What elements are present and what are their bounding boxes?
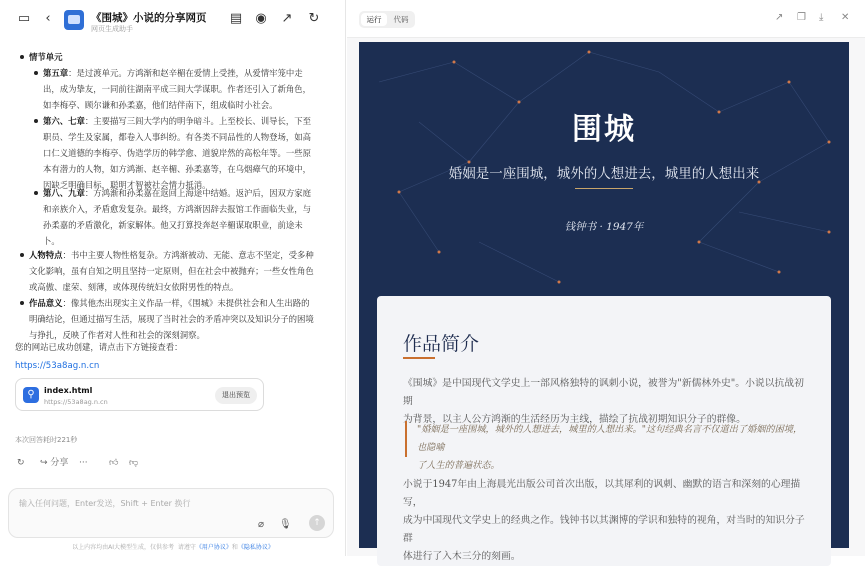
intro-paragraph: 《围城》是中国现代文学史上一部风格独特的讽刺小说，被誉为"新儒林外史"。小说以抗战初期 为背景，以主人公方鸿渐的生活经历为主线，描绘了抗战初期知识分子的群像。 bbox=[403, 378, 804, 425]
more-icon[interactable]: ··· bbox=[79, 458, 88, 468]
sidebar-toggle-icon[interactable]: ▭ bbox=[17, 11, 31, 26]
app-logo bbox=[64, 10, 84, 30]
intro-paragraph: 小说于1947年由上海晨光出版公司首次出版，以其犀利的讽刺、幽默的语言和深刻的心理描写， 成为中国现代文学史上的经典之作。钱钟书以其渊博的学识和独特的视角，对当时的知识分子群 体进行了入木三分的刻画。 bbox=[403, 479, 805, 562]
chat-header bbox=[0, 0, 346, 38]
hero-author: 钱钟书 · 1947年 bbox=[564, 221, 644, 233]
bullet-icon bbox=[20, 253, 24, 257]
character-line: 文化影响，虽有自知之明且坚持一定原则，但在社会中被抛弃；一些女性角色 bbox=[29, 266, 314, 276]
regenerate-icon[interactable]: ↻ bbox=[17, 458, 25, 468]
bullet-icon bbox=[34, 71, 38, 75]
exit-preview-button[interactable]: 退出预览 bbox=[215, 387, 257, 404]
preview-panel bbox=[347, 0, 865, 562]
chapter-67-line: 第六、七章：主要描写三闾大学内的明争暗斗。上至校长、训导长，下至 bbox=[43, 116, 311, 126]
chapter-89-line: 和亲族介入，矛盾愈发复杂。最终，方鸿渐因辞去报馆工作面临失业，与 bbox=[43, 204, 311, 214]
thumbs-down-icon[interactable]: 👎︎ bbox=[129, 458, 139, 468]
tab-code[interactable]: 代码 bbox=[393, 15, 409, 24]
user-agreement-link[interactable]: 《用户协议》 bbox=[195, 544, 232, 551]
bullet-icon bbox=[34, 119, 38, 123]
file-url: https://53a8ag.n.cn bbox=[44, 398, 108, 406]
file-card[interactable] bbox=[15, 378, 264, 411]
intro-quote: "婚姻是一座围城，城外的人想进去，城里的人想出来。"这句经典名言不仅道出了婚姻的困境，也隐喻 了人生的普遍状态。 bbox=[405, 421, 807, 457]
document-icon[interactable]: ▤ bbox=[229, 11, 243, 26]
share-action[interactable]: ↪ 分享 bbox=[40, 458, 69, 468]
chat-panel bbox=[0, 0, 346, 556]
heading-underline bbox=[403, 357, 435, 359]
chapter-89-line: 孙柔嘉的矛盾激化，新家解体。他又打算投奔赵辛楣谋取职业，前途未 bbox=[43, 220, 303, 230]
copy-icon[interactable]: ❐ bbox=[797, 12, 806, 23]
download-icon[interactable]: ⤓ bbox=[819, 12, 824, 23]
chapter-67-line: 口仁义道德的李梅亭、伪造学历的韩学愈、道貌岸然的高松年等。一些原 bbox=[43, 148, 311, 158]
done-text: 您的网站已成功创建，请点击下方链接查看： bbox=[15, 342, 183, 352]
close-icon[interactable]: ✕ bbox=[841, 12, 850, 23]
chapter-5-line: 出，成为挚友，一同前往湖南平成三闾大学谋职。作者还引入了新角色， bbox=[43, 84, 311, 94]
chapter-67-line: 职员、学生及家属，都卷入人事纠纷。有各类不同品性的人物登场，如高 bbox=[43, 132, 311, 142]
link-icon: ⚲ bbox=[23, 387, 39, 403]
significance-line: 明确结论，但通过描写生活，展现了当时社会的矛盾冲突以及知识分子的困境 bbox=[29, 314, 314, 324]
chapter-67-line: 因缺乏明确目标，聪明才智被社会情力抵消。 bbox=[43, 180, 211, 190]
location-icon[interactable]: ◉ bbox=[255, 11, 267, 26]
bullet-icon bbox=[34, 191, 38, 195]
site-link[interactable]: https://53a8ag.n.cn bbox=[15, 361, 100, 371]
share-icon[interactable]: ↗ bbox=[281, 11, 293, 26]
chapter-67-line: 本有潜力的人物，如方鸿渐、赵辛楣、孙柔嘉等，在乌烟瘴气的环境中， bbox=[43, 164, 311, 174]
character-line: 人物特点：书中主要人物性格复杂。方鸿渐被动、无能、意志不坚定，受多种 bbox=[29, 250, 314, 260]
preview-toolbar bbox=[347, 0, 865, 38]
chapter-89-line: 第八、九章：方鸿渐和孙柔嘉在返回上海途中结婚。返沪后，因双方家庭 bbox=[43, 188, 311, 198]
send-button[interactable]: ↑ bbox=[309, 515, 325, 531]
view-toggle bbox=[359, 11, 415, 28]
attach-icon[interactable]: ⌀ bbox=[258, 519, 265, 530]
hero-subtitle: 婚姻是一座围城，城外的人想进去，城里的人想出来 bbox=[448, 166, 760, 182]
significance-line: 作品意义：像其他杰出现实主义作品一样，《围城》未提供社会和人生出路的 bbox=[29, 298, 310, 308]
page-title: 《围城》小说的分享网页 bbox=[91, 12, 207, 24]
refresh-icon[interactable]: ↻ bbox=[308, 11, 320, 26]
disclaimer: 以上内容均由AI大模型生成，仅供参考 请遵守《用户协议》和《隐私协议》 bbox=[72, 544, 274, 551]
character-line: 或高傲、虚荣、刻薄，或体现传统妇女依附男性的特点。 bbox=[29, 282, 239, 292]
bullet-icon bbox=[20, 301, 24, 305]
chapter-5-line: 第五章：是过渡单元。方鸿渐和赵辛楣在爱情上受挫，从爱情牢笼中走 bbox=[43, 68, 303, 78]
response-time: 本次回答耗时221秒 bbox=[15, 436, 78, 444]
input-placeholder: 输入任何问题，Enter发送，Shift + Enter 换行 bbox=[19, 499, 191, 508]
privacy-link[interactable]: 《隐私协议》 bbox=[237, 544, 274, 551]
chat-input[interactable] bbox=[8, 488, 334, 538]
microphone-icon[interactable]: 🎙︎ bbox=[279, 519, 292, 530]
page-subtitle: 网页生成助手 bbox=[91, 25, 133, 33]
share-icon: ↪ bbox=[40, 458, 48, 468]
bullet-icon bbox=[20, 55, 24, 59]
chapter-5-line: 如李梅亭、顾尔谦和孙柔嘉，他们结伴南下，组成临时小社会。 bbox=[43, 100, 278, 110]
hero-divider bbox=[575, 188, 633, 189]
hero-title: 围城 bbox=[572, 112, 636, 147]
significance-line: 与挣扎，反映了作者对人性和社会的深刻洞察。 bbox=[29, 330, 205, 340]
intro-section bbox=[377, 296, 831, 566]
plot-heading: 情节单元 bbox=[29, 52, 63, 62]
intro-heading: 作品简介 bbox=[403, 333, 480, 355]
file-name: index.html bbox=[44, 386, 93, 395]
tab-run[interactable]: 运行 bbox=[361, 13, 387, 26]
web-preview bbox=[359, 42, 849, 562]
thumbs-up-icon[interactable]: 👍︎ bbox=[109, 458, 119, 468]
chat-message bbox=[0, 40, 346, 480]
share-icon[interactable]: ↗ bbox=[775, 12, 784, 23]
back-icon[interactable]: ‹ bbox=[45, 11, 51, 26]
chapter-89-line: 卜。 bbox=[43, 236, 60, 246]
